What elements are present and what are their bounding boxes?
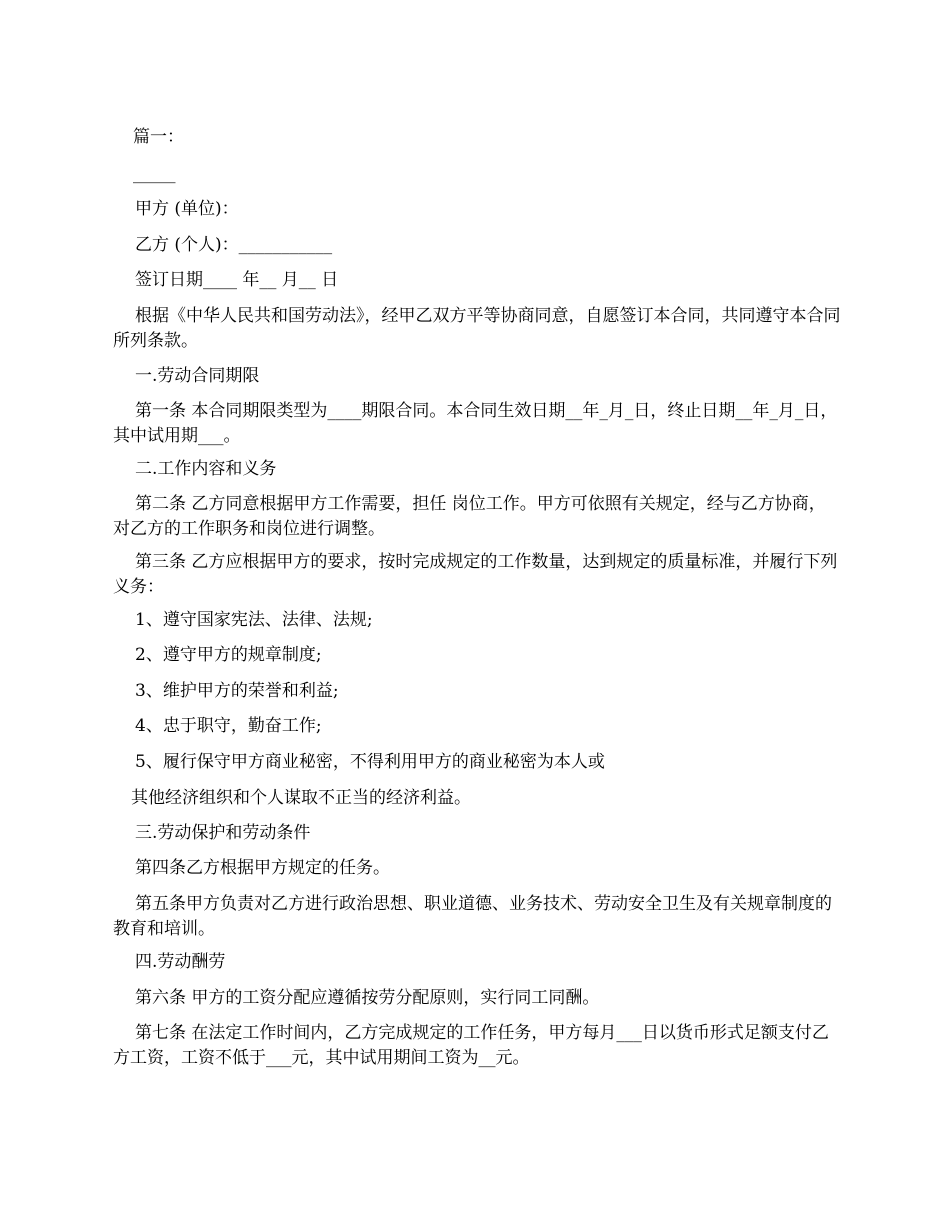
duty-item-5: 5、履行保守甲方商业秘密，不得利用甲方的商业秘密为本人或 [135, 752, 605, 772]
section-2-title: 二.工作内容和义务 [135, 459, 277, 479]
section-3-title: 三.劳动保护和劳动条件 [135, 823, 311, 843]
section-heading: 篇一： [133, 127, 184, 147]
article-1: 第一条 本合同期限类型为____期限合同。本合同生效日期__年_月_日，终止日期__年_月_日，其中试用期___。 [113, 401, 838, 446]
intro-paragraph: 根据《中华人民共和国劳动法》，经甲乙双方平等协商同意，自愿签订本合同，共同遵守本合同所列条款。 [113, 306, 841, 351]
duty-item-4: 4、忠于职守，勤奋工作; [135, 716, 322, 736]
article-4: 第四条乙方根据甲方规定的任务。 [135, 858, 390, 878]
article-5: 第五条甲方负责对乙方进行政治思想、职业道德、业务技术、劳动安全卫生及有关规章制度的教育和培训。 [113, 894, 832, 939]
blank-line: _____ [133, 164, 176, 184]
duty-item-2: 2、遵守甲方的规章制度; [135, 645, 322, 665]
article-6: 第六条 甲方的工资分配应遵循按劳分配原则，实行同工同酬。 [135, 988, 600, 1008]
duty-item-5-continued: 其他经济组织和个人谋取不正当的经济利益。 [131, 788, 471, 808]
party-b-line: 乙方 (个人)：___________ [135, 235, 333, 255]
article-7: 第七条 在法定工作时间内，乙方完成规定的工作任务，甲方每月___日以货币形式足额支付乙方工资，工资不低于___元，其中试用期间工资为__元。 [113, 1023, 829, 1068]
section-1-title: 一.劳动合同期限 [135, 366, 260, 386]
party-a-line: 甲方 (单位)： [135, 199, 239, 219]
article-2: 第二条 乙方同意根据甲方工作需要，担任 岗位工作。甲方可依照有关规定，经与乙方协商，对乙方的工作职务和岗位进行调整。 [113, 494, 826, 539]
article-3: 第三条 乙方应根据甲方的要求，按时完成规定的工作数量，达到规定的质量标准，并履行下列义务： [113, 552, 838, 597]
duty-item-3: 3、维护甲方的荣誉和利益; [135, 681, 339, 701]
section-4-title: 四.劳动酬劳 [135, 952, 226, 972]
sign-date-line: 签订日期____ 年__ 月__ 日 [135, 270, 339, 290]
duty-item-1: 1、遵守国家宪法、法律、法规; [135, 610, 373, 630]
